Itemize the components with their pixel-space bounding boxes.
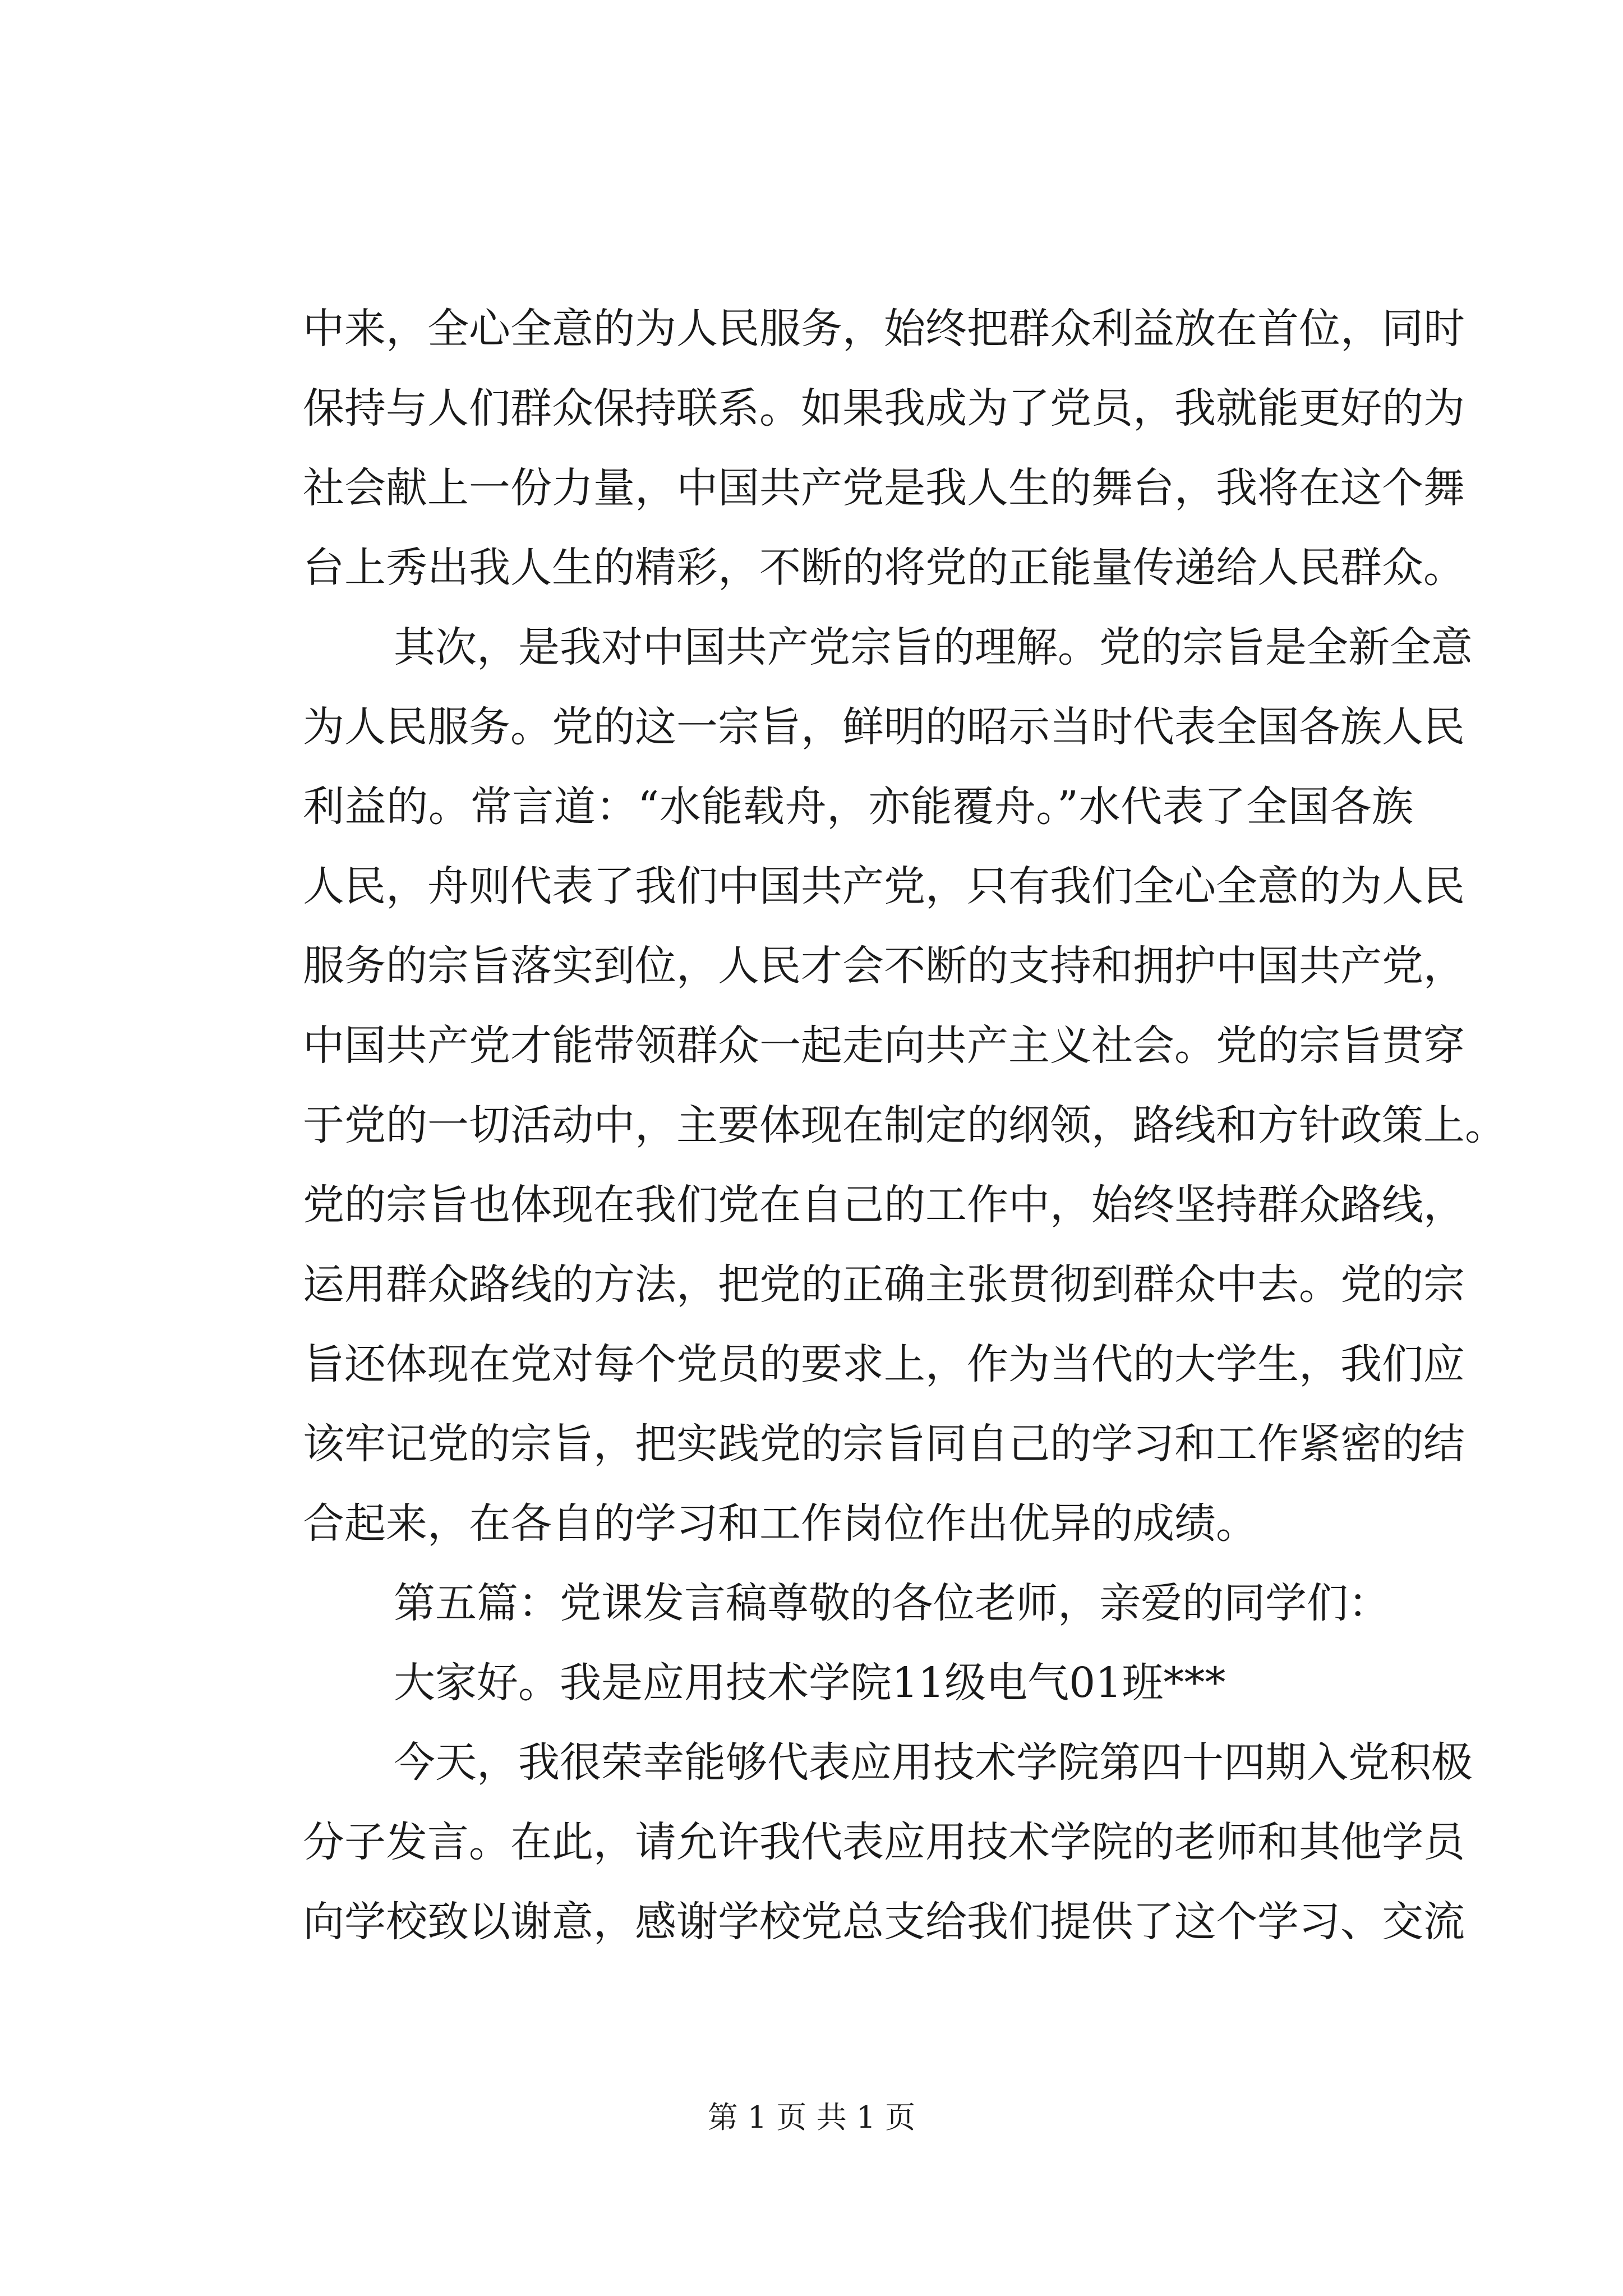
text-line: 合起来，在各自的学习和工作岗位作出优异的成绩。 [303, 1499, 1257, 1548]
text-line: 中国共产党才能带领群众一起走向共产主义社会。党的宗旨贯穿 [303, 1022, 1465, 1070]
text-line: 为人民服务。党的这一宗旨，鲜明的昭示当时代表全国各族人民 [303, 703, 1465, 751]
text-line: 台上秀出我人生的精彩，不断的将党的正能量传递给人民群众。 [303, 544, 1465, 592]
text-line: 中来，全心全意的为人民服务，始终把群众利益放在首位，同时 [303, 305, 1465, 353]
text-line: 党的宗旨也体现在我们党在自己的工作中，始终坚持群众路线， [303, 1181, 1465, 1229]
text-line: 人民，舟则代表了我们中国共产党，只有我们全心全意的为人民 [303, 862, 1465, 910]
text-line: 分子发言。在此，请允许我代表应用技术学院的老师和其他学员 [303, 1818, 1465, 1866]
text-line: 该牢记党的宗旨，把实践党的宗旨同自己的学习和工作紧密的结 [303, 1420, 1465, 1468]
text-line: 利益的。常言道：“水能载舟，亦能覆舟。”水代表了全国各族 [303, 783, 1413, 831]
text-line: 保持与人们群众保持联系。如果我成为了党员，我就能更好的为 [303, 384, 1465, 432]
text-line: 社会献上一份力量，中国共产党是我人生的舞台，我将在这个舞 [303, 464, 1465, 512]
page-footer: 第 1 页 共 1 页 [707, 2100, 916, 2135]
text-line: 第五篇：党课发言稿尊敬的各位老师，亲爱的同学们： [394, 1579, 1390, 1627]
text-line: 运用群众路线的方法，把党的正确主张贯彻到群众中去。党的宗 [303, 1260, 1465, 1309]
text-line: 旨还体现在党对每个党员的要求上，作为当代的大学生，我们应 [303, 1340, 1465, 1388]
document-body [303, 289, 1506, 1962]
text-line: 其次，是我对中国共产党宗旨的理解。党的宗旨是全新全意 [394, 623, 1473, 671]
text-line: 于党的一切活动中，主要体现在制定的纲领，路线和方针政策上。 [303, 1101, 1506, 1149]
text-line: 服务的宗旨落实到位，人民才会不断的支持和拥护中国共产党， [303, 942, 1465, 990]
text-line: 向学校致以谢意，感谢学校党总支给我们提供了这个学习、交流 [303, 1898, 1465, 1946]
text-line: 大家好。我是应用技术学院11级电气01班*** [394, 1659, 1226, 1707]
text-line: 今天，我很荣幸能够代表应用技术学院第四十四期入党积极 [394, 1738, 1473, 1787]
